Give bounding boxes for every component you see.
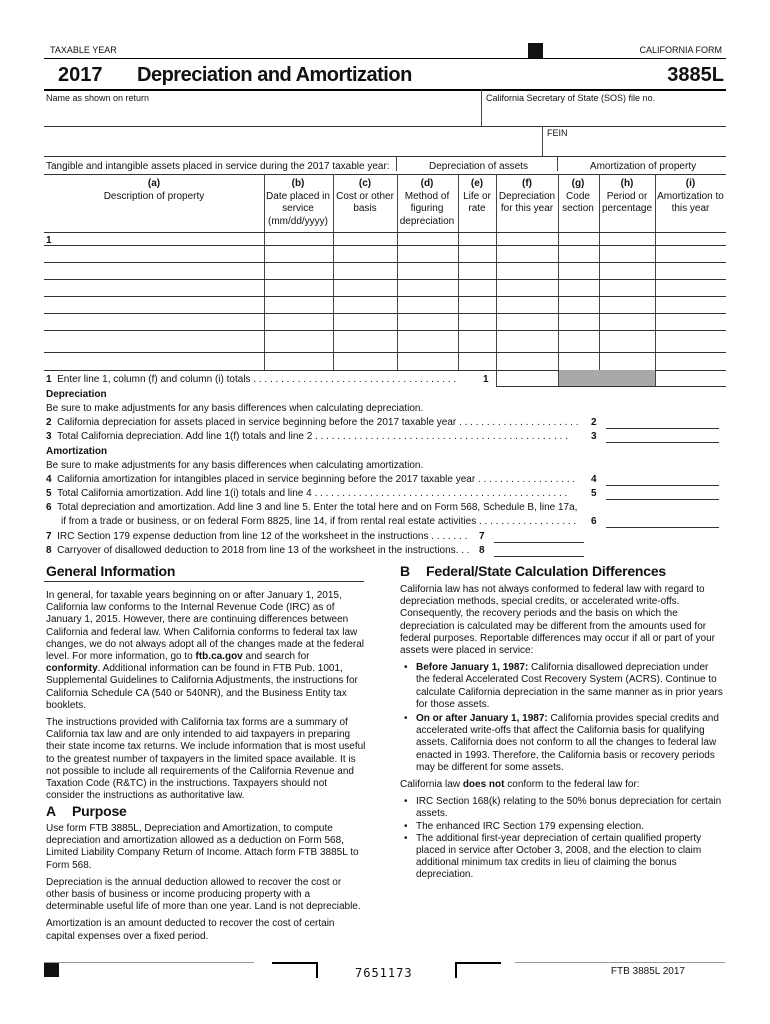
table-row[interactable] xyxy=(44,313,726,314)
line-7-text: 7 IRC Section 179 expense deduction from line 12 of the worksheet in the instructions . . . . . . . xyxy=(46,531,468,542)
line-5-field[interactable] xyxy=(606,499,719,500)
name-label: Name as shown on return xyxy=(46,93,150,103)
line-4-text: 4 California amortization for intangibles placed in service beginning before the 2017 taxable year . . . . . . . . . . . . . . . . . . xyxy=(46,474,576,485)
name-field[interactable] xyxy=(44,126,726,127)
general-info-title: General Information xyxy=(46,563,176,579)
line-2-text: 2 California depreciation for assets placed in service beginning before the 2017 taxable year . . . . . . . . . . . . . . . . . . . . . . xyxy=(46,417,579,428)
column-header-g: (g) Code section xyxy=(562,178,594,214)
section-a-body: Use form FTB 3885L, Depreciation and Amortization, to compute depreciation and amortization allowed as a deduction on Form 568, Limited Liability Company Return of Income. Attach form FTB 3885L to Form 568. Depreciation is the annual deduction allowed to recover the cost or other basis of business or income producing property with a determinable useful life of more than one year. Land is not depreciable. Amortization is an amount deducted to recover the cost of certain capital expenses over a fixed period. xyxy=(46,823,361,942)
line-1-field[interactable] xyxy=(496,386,726,387)
line-4-number: 4 xyxy=(591,474,597,485)
line-7-field[interactable] xyxy=(494,542,584,543)
column-header-b: (b) Date placed in service (mm/dd/yyyy) xyxy=(266,178,330,227)
line-6-number: 6 xyxy=(591,516,597,527)
row-number: 1 xyxy=(46,235,52,246)
line-6-text: 6 Total depreciation and amortization. Add line 3 and line 5. Enter the total here and on Form 568, Schedule B, line 17a, xyxy=(46,502,578,513)
table-row[interactable] xyxy=(44,245,726,246)
column-header-e: (e) Life or rate xyxy=(463,178,491,214)
line-3-text: 3 Total California depreciation. Add line 1(f) totals and line 2 . . . . . . . . . . . . . . . . . . . . . . . . . . . . . . . . . . . . . . . . . . . . . . xyxy=(46,431,568,442)
line-2-field[interactable] xyxy=(606,428,719,429)
column-header-a: (a) Description of property xyxy=(103,178,205,202)
line-6-text-continued: if from a trade or business, or on federal Form 8825, line 14, if from rental real estate activities . . . . . . . . . . . . . . . . . . xyxy=(61,516,577,527)
corner-mark xyxy=(455,962,501,978)
amortization-heading: Amortization xyxy=(46,446,108,457)
fein-label: FEIN xyxy=(547,128,568,138)
registration-mark xyxy=(44,962,59,977)
line-5-text: 5 Total California amortization. Add line 1(i) totals and line 4 . . . . . . . . . . . . . . . . . . . . . . . . . . . . . . . . . . . . . . . . . . . . . . xyxy=(46,488,568,499)
table-row[interactable] xyxy=(44,262,726,263)
line-7-number: 7 xyxy=(479,531,485,542)
section-b-body: California law has not always conformed to federal law with regard to depreciation methods, special credits, or accelerated write-offs. Consequently, the recovery periods and the basis on which the depreciation is calculated may be different from the amounts used for federal purposes. Reportable differences may occur if all or part of your assets were placed in service: • Before January 1, 1987: California disallowed depreciation under the federal Accelerated Cost Recovery System (ACRS). Continue to calculate California depreciation in the same manner as in prior years for those assets. • On or after January 1, 1987: California provides special credits and accelerated write-offs that affect the California basis for qualifying assets. California does not conform to all the changes to federal law enacted in 1993. Therefore, the California basis or recovery periods may be different for some assets. California law does not conform to the federal law for: • IRC Section 168(k) relating to the 50% bonus depreciation for certain assets. • The enhanced IRC Section 179 expensing election. • The additional first-year depreciation of certain qualified property placed in service after October 3, 2008, and the election to claim additional minimum tax credits in lieu of claiming the bonus depreciation. xyxy=(400,584,725,882)
section-b-title: Federal/State Calculation Differences xyxy=(426,563,667,579)
fein-field[interactable] xyxy=(44,156,726,157)
california-form-label: CALIFORNIA FORM xyxy=(639,45,722,55)
line-1-number: 1 xyxy=(483,374,489,385)
table-row[interactable] xyxy=(44,296,726,297)
column-header-d: (d) Method of figuring depreciation xyxy=(399,178,455,227)
shaded-cell xyxy=(559,370,655,386)
group-depreciation: Depreciation of assets xyxy=(429,161,528,172)
group-amortization: Amortization of property xyxy=(589,161,697,172)
line-3-number: 3 xyxy=(591,431,597,442)
line-8-field[interactable] xyxy=(494,556,584,557)
taxable-year-label: TAXABLE YEAR xyxy=(50,45,117,55)
form-code: 7651173 xyxy=(355,966,413,980)
form-reference: FTB 3885L 2017 xyxy=(610,966,685,977)
form-year: 2017 xyxy=(58,64,103,86)
line-1-text: 1 Enter line 1, column (f) and column (i) totals . . . . . . . . . . . . . . . . . . . . . . . . . . . . . . . . . . . . . xyxy=(46,374,457,385)
depreciation-note: Be sure to make adjustments for any basis differences when calculating depreciation. xyxy=(46,403,424,414)
line-5-number: 5 xyxy=(591,488,597,499)
section-b-letter: B xyxy=(400,563,410,579)
general-info-body: In general, for taxable years beginning on or after January 1, 2015, California law conforms to the Internal Revenue Code (IRC) as of January 1, 2015. However, there are continuing differences between California and federal law. When California conforms to federal tax law changes, we do not always adopt all of the changes made at the federal level. For more information, go to ftb.ca.gov and search for conformity. Additional information can be found in FTB Pub. 1001, Supplemental Guidelines to California Adjustments, the instructions for California Schedule CA (540 or 540NR), and the Business Entity tax booklets. The instructions provided with California tax forms are a summary of California tax law and are only intended to aid taxpayers in preparing their state income tax returns. We include information that is most useful to the greatest number of taxpayers in the limited space available. It is not possible to include all requirements of the California Revenue and Taxation Code (R&TC) in the instructions. Taxpayers should not consider the instructions as authoritative law. xyxy=(46,590,366,802)
table-row[interactable] xyxy=(44,330,726,331)
column-header-i: (i) Amortization to this year xyxy=(657,178,724,214)
amortization-note: Be sure to make adjustments for any basis differences when calculating amortization. xyxy=(46,460,424,471)
section-a-letter: A xyxy=(46,803,56,819)
line-6-field[interactable] xyxy=(606,527,719,528)
table-row[interactable] xyxy=(44,279,726,280)
section-a-title: Purpose xyxy=(72,803,127,819)
line-8-text: 8 Carryover of disallowed deduction to 2018 from line 13 of the worksheet in the instructions. . . xyxy=(46,545,470,556)
depreciation-heading: Depreciation xyxy=(46,389,107,400)
line-4-field[interactable] xyxy=(606,485,719,486)
corner-mark xyxy=(272,962,318,978)
form-number: 3885L xyxy=(667,64,724,86)
column-header-h: (h) Period or percentage xyxy=(601,178,653,214)
sos-label: California Secretary of State (SOS) file no. xyxy=(486,93,656,103)
registration-mark xyxy=(528,43,543,58)
table-row[interactable] xyxy=(44,352,726,353)
column-header-c: (c) Cost or other basis xyxy=(336,178,394,214)
column-header-f: (f) Depreciation for this year xyxy=(498,178,556,214)
line-3-field[interactable] xyxy=(606,442,719,443)
line-8-number: 8 xyxy=(479,545,485,556)
form-title: Depreciation and Amortization xyxy=(137,64,412,86)
line-2-number: 2 xyxy=(591,417,597,428)
table-intro: Tangible and intangible assets placed in service during the 2017 taxable year: xyxy=(46,161,390,172)
